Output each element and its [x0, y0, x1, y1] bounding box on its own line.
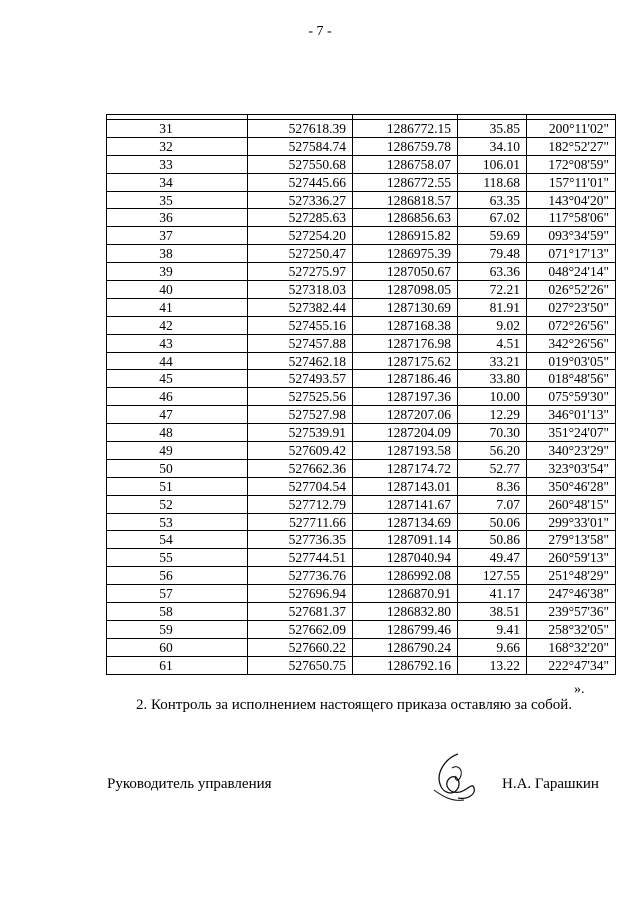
y-coordinate-cell: 1287197.36 — [353, 388, 458, 406]
length-cell: 72.21 — [458, 281, 527, 299]
y-coordinate-cell: 1287091.14 — [353, 531, 458, 549]
direction-angle-cell: 350°46'28" — [527, 477, 616, 495]
x-coordinate-cell: 527662.09 — [248, 620, 353, 638]
x-coordinate-cell: 527550.68 — [248, 155, 353, 173]
direction-angle-cell: 157°11'01" — [527, 173, 616, 191]
table-row — [107, 620, 616, 638]
x-coordinate-cell: 527744.51 — [248, 549, 353, 567]
point-number-cell: 50 — [107, 459, 248, 477]
direction-angle-cell: 117°58'06" — [527, 209, 616, 227]
x-coordinate-cell: 527704.54 — [248, 477, 353, 495]
y-coordinate-cell: 1287176.98 — [353, 334, 458, 352]
point-number-cell: 52 — [107, 495, 248, 513]
length-cell: 59.69 — [458, 227, 527, 245]
table-row — [107, 567, 616, 585]
x-coordinate-cell: 527736.35 — [248, 531, 353, 549]
point-number-cell: 58 — [107, 603, 248, 621]
x-coordinate-cell: 527712.79 — [248, 495, 353, 513]
coordinates-table-body — [107, 115, 616, 675]
table-row — [107, 513, 616, 531]
length-cell: 63.35 — [458, 191, 527, 209]
y-coordinate-cell: 1287175.62 — [353, 352, 458, 370]
y-coordinate-cell: 1287174.72 — [353, 459, 458, 477]
point-number-cell: 46 — [107, 388, 248, 406]
point-number-cell: 33 — [107, 155, 248, 173]
table-row — [107, 656, 616, 674]
y-coordinate-cell: 1286915.82 — [353, 227, 458, 245]
x-coordinate-cell: 527681.37 — [248, 603, 353, 621]
direction-angle-cell: 168°32'20" — [527, 638, 616, 656]
table-row — [107, 531, 616, 549]
point-number-cell: 54 — [107, 531, 248, 549]
length-cell: 4.51 — [458, 334, 527, 352]
coordinates-table — [106, 114, 616, 675]
length-cell: 12.29 — [458, 406, 527, 424]
table-row — [107, 442, 616, 460]
signature-image — [428, 750, 484, 806]
x-coordinate-cell: 527382.44 — [248, 298, 353, 316]
length-cell: 34.10 — [458, 137, 527, 155]
x-coordinate-cell: 527660.22 — [248, 638, 353, 656]
y-coordinate-cell: 1286799.46 — [353, 620, 458, 638]
direction-angle-cell: 019°03'05" — [527, 352, 616, 370]
direction-angle-cell: 093°34'59" — [527, 227, 616, 245]
y-coordinate-cell: 1287186.46 — [353, 370, 458, 388]
point-number-cell: 38 — [107, 245, 248, 263]
point-number-cell: 42 — [107, 316, 248, 334]
direction-angle-cell: 026°52'26" — [527, 281, 616, 299]
point-number-cell: 48 — [107, 424, 248, 442]
direction-angle-cell: 279°13'58" — [527, 531, 616, 549]
length-cell: 41.17 — [458, 585, 527, 603]
x-coordinate-cell: 527711.66 — [248, 513, 353, 531]
point-number-cell: 44 — [107, 352, 248, 370]
length-cell: 13.22 — [458, 656, 527, 674]
direction-angle-cell: 075°59'30" — [527, 388, 616, 406]
point-number-cell: 34 — [107, 173, 248, 191]
point-number-cell: 39 — [107, 263, 248, 281]
length-cell: 9.41 — [458, 620, 527, 638]
table-row — [107, 638, 616, 656]
table-row — [107, 459, 616, 477]
direction-angle-cell: 071°17'13" — [527, 245, 616, 263]
length-cell: 9.02 — [458, 316, 527, 334]
point-number-cell: 61 — [107, 656, 248, 674]
point-number-cell: 60 — [107, 638, 248, 656]
x-coordinate-cell: 527254.20 — [248, 227, 353, 245]
x-coordinate-cell: 527445.66 — [248, 173, 353, 191]
point-number-cell: 49 — [107, 442, 248, 460]
direction-angle-cell: 247°46'38" — [527, 585, 616, 603]
point-number-cell: 53 — [107, 513, 248, 531]
point-number-cell: 40 — [107, 281, 248, 299]
direction-angle-cell: 027°23'50" — [527, 298, 616, 316]
table-row — [107, 155, 616, 173]
x-coordinate-cell: 527527.98 — [248, 406, 353, 424]
table-row — [107, 137, 616, 155]
length-cell: 70.30 — [458, 424, 527, 442]
y-coordinate-cell: 1287134.69 — [353, 513, 458, 531]
x-coordinate-cell: 527275.97 — [248, 263, 353, 281]
direction-angle-cell: 182°52'27" — [527, 137, 616, 155]
y-coordinate-cell: 1286758.07 — [353, 155, 458, 173]
length-cell: 49.47 — [458, 549, 527, 567]
direction-angle-cell: 258°32'05" — [527, 620, 616, 638]
y-coordinate-cell: 1287141.67 — [353, 495, 458, 513]
direction-angle-cell: 072°26'56" — [527, 316, 616, 334]
length-cell: 79.48 — [458, 245, 527, 263]
length-cell: 9.66 — [458, 638, 527, 656]
length-cell: 33.21 — [458, 352, 527, 370]
point-number-cell: 45 — [107, 370, 248, 388]
y-coordinate-cell: 1287207.06 — [353, 406, 458, 424]
table-row — [107, 209, 616, 227]
point-number-cell: 32 — [107, 137, 248, 155]
point-number-cell: 36 — [107, 209, 248, 227]
length-cell: 50.06 — [458, 513, 527, 531]
y-coordinate-cell: 1287143.01 — [353, 477, 458, 495]
y-coordinate-cell: 1286818.57 — [353, 191, 458, 209]
x-coordinate-cell: 527736.76 — [248, 567, 353, 585]
y-coordinate-cell: 1286870.91 — [353, 585, 458, 603]
x-coordinate-cell: 527539.91 — [248, 424, 353, 442]
direction-angle-cell: 299°33'01" — [527, 513, 616, 531]
y-coordinate-cell: 1287040.94 — [353, 549, 458, 567]
x-coordinate-cell: 527618.39 — [248, 120, 353, 138]
x-coordinate-cell: 527250.47 — [248, 245, 353, 263]
y-coordinate-cell: 1286832.80 — [353, 603, 458, 621]
table-row — [107, 245, 616, 263]
direction-angle-cell: 260°48'15" — [527, 495, 616, 513]
length-cell: 56.20 — [458, 442, 527, 460]
direction-angle-cell: 222°47'34" — [527, 656, 616, 674]
length-cell: 63.36 — [458, 263, 527, 281]
signer-name: Н.А. Гарашкин — [502, 776, 599, 792]
point-number-cell: 55 — [107, 549, 248, 567]
point-number-cell: 41 — [107, 298, 248, 316]
length-cell: 10.00 — [458, 388, 527, 406]
y-coordinate-cell: 1286792.16 — [353, 656, 458, 674]
length-cell: 106.01 — [458, 155, 527, 173]
y-coordinate-cell: 1286790.24 — [353, 638, 458, 656]
y-coordinate-cell: 1286759.78 — [353, 137, 458, 155]
table-row — [107, 298, 616, 316]
x-coordinate-cell: 527662.36 — [248, 459, 353, 477]
direction-angle-cell: 260°59'13" — [527, 549, 616, 567]
point-number-cell: 43 — [107, 334, 248, 352]
table-row — [107, 477, 616, 495]
point-number-cell: 31 — [107, 120, 248, 138]
direction-angle-cell: 340°23'29" — [527, 442, 616, 460]
direction-angle-cell: 239°57'36" — [527, 603, 616, 621]
point-number-cell: 59 — [107, 620, 248, 638]
y-coordinate-cell: 1287168.38 — [353, 316, 458, 334]
point-number-cell: 37 — [107, 227, 248, 245]
direction-angle-cell: 143°04'20" — [527, 191, 616, 209]
length-cell: 33.80 — [458, 370, 527, 388]
length-cell: 7.07 — [458, 495, 527, 513]
direction-angle-cell: 351°24'07" — [527, 424, 616, 442]
length-cell: 67.02 — [458, 209, 527, 227]
table-row — [107, 227, 616, 245]
table-row — [107, 352, 616, 370]
direction-angle-cell: 172°08'59" — [527, 155, 616, 173]
x-coordinate-cell: 527285.63 — [248, 209, 353, 227]
length-cell: 38.51 — [458, 603, 527, 621]
table-row — [107, 406, 616, 424]
direction-angle-cell: 018°48'56" — [527, 370, 616, 388]
y-coordinate-cell: 1286992.08 — [353, 567, 458, 585]
point-number-cell: 57 — [107, 585, 248, 603]
table-row — [107, 585, 616, 603]
table-row — [107, 173, 616, 191]
point-number-cell: 35 — [107, 191, 248, 209]
table-row — [107, 263, 616, 281]
table-row — [107, 495, 616, 513]
x-coordinate-cell: 527462.18 — [248, 352, 353, 370]
table-row — [107, 334, 616, 352]
x-coordinate-cell: 527455.16 — [248, 316, 353, 334]
table-row — [107, 370, 616, 388]
table-row — [107, 549, 616, 567]
point-number-cell: 51 — [107, 477, 248, 495]
y-coordinate-cell: 1287204.09 — [353, 424, 458, 442]
table-row — [107, 191, 616, 209]
direction-angle-cell: 251°48'29" — [527, 567, 616, 585]
direction-angle-cell: 048°24'14" — [527, 263, 616, 281]
y-coordinate-cell: 1287050.67 — [353, 263, 458, 281]
point-number-cell: 47 — [107, 406, 248, 424]
length-cell: 127.55 — [458, 567, 527, 585]
table-row — [107, 603, 616, 621]
direction-angle-cell: 346°01'13" — [527, 406, 616, 424]
length-cell: 35.85 — [458, 120, 527, 138]
length-cell: 118.68 — [458, 173, 527, 191]
table-row — [107, 281, 616, 299]
length-cell: 50.86 — [458, 531, 527, 549]
y-coordinate-cell: 1287098.05 — [353, 281, 458, 299]
x-coordinate-cell: 527650.75 — [248, 656, 353, 674]
y-coordinate-cell: 1286772.55 — [353, 173, 458, 191]
direction-angle-cell: 200°11'02" — [527, 120, 616, 138]
clause-2-text: 2. Контроль за исполнением настоящего приказа оставляю за собой. — [136, 697, 573, 713]
x-coordinate-cell: 527609.42 — [248, 442, 353, 460]
closing-quote: ». — [574, 682, 585, 697]
length-cell: 8.36 — [458, 477, 527, 495]
length-cell: 81.91 — [458, 298, 527, 316]
direction-angle-cell: 342°26'56" — [527, 334, 616, 352]
y-coordinate-cell: 1286975.39 — [353, 245, 458, 263]
table-row — [107, 424, 616, 442]
direction-angle-cell: 323°03'54" — [527, 459, 616, 477]
x-coordinate-cell: 527696.94 — [248, 585, 353, 603]
x-coordinate-cell: 527525.56 — [248, 388, 353, 406]
table-row — [107, 316, 616, 334]
y-coordinate-cell: 1287193.58 — [353, 442, 458, 460]
signer-title: Руководитель управления — [107, 776, 272, 792]
length-cell: 52.77 — [458, 459, 527, 477]
y-coordinate-cell: 1286772.15 — [353, 120, 458, 138]
y-coordinate-cell: 1286856.63 — [353, 209, 458, 227]
x-coordinate-cell: 527493.57 — [248, 370, 353, 388]
page-number: - 7 - — [308, 24, 332, 39]
y-coordinate-cell: 1287130.69 — [353, 298, 458, 316]
x-coordinate-cell: 527318.03 — [248, 281, 353, 299]
table-row — [107, 388, 616, 406]
x-coordinate-cell: 527336.27 — [248, 191, 353, 209]
table-row — [107, 120, 616, 138]
point-number-cell: 56 — [107, 567, 248, 585]
x-coordinate-cell: 527584.74 — [248, 137, 353, 155]
x-coordinate-cell: 527457.88 — [248, 334, 353, 352]
